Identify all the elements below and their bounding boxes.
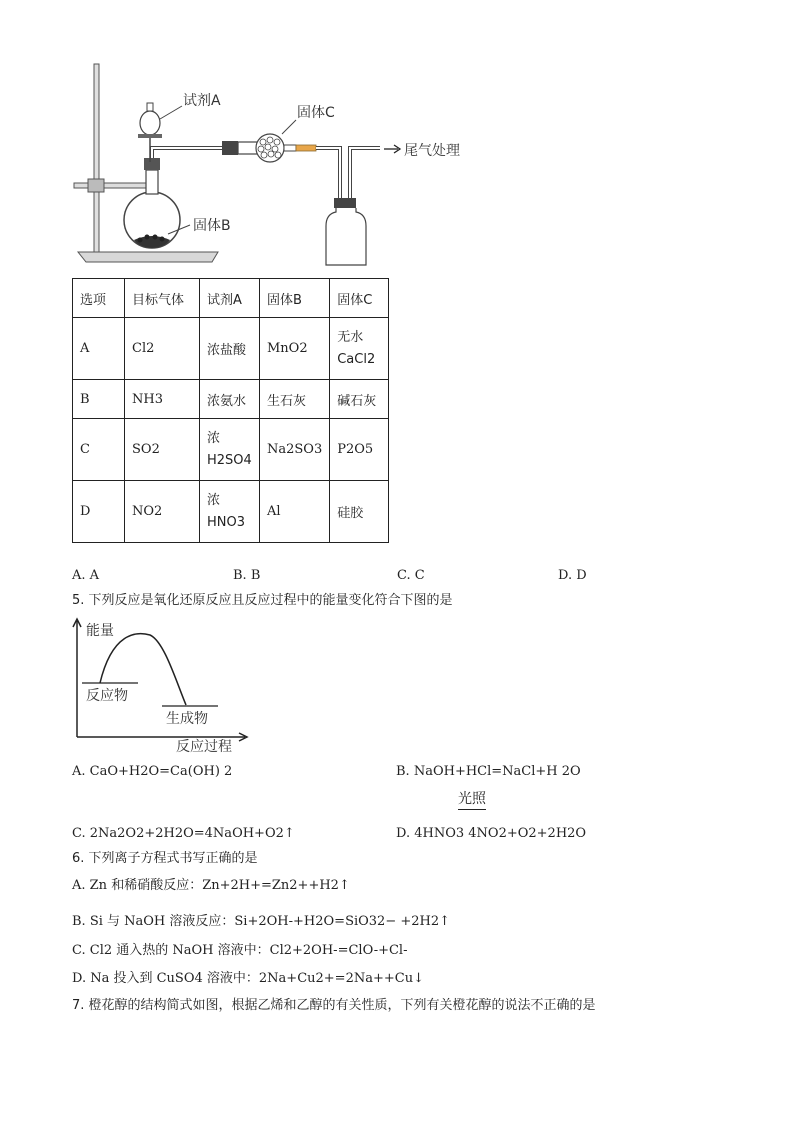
header-cell: 固体B — [260, 279, 330, 318]
header-cell: 试剂A — [200, 279, 260, 318]
x-axis-label: 反应过程 — [176, 739, 232, 755]
table-cell: C — [73, 419, 125, 481]
q5-option-c: C. 2Na2O2+2H2O=4NaOH+O2↑ — [72, 826, 295, 841]
q6-stem: 6. 下列离子方程式书写正确的是 — [72, 851, 258, 866]
header-cell: 选项 — [73, 279, 125, 318]
table-cell: SO2 — [125, 419, 200, 481]
table-cell: P2O5 — [330, 419, 389, 481]
apparatus-diagram — [0, 0, 794, 278]
q5-stem: 5. 下列反应是氧化还原反应且反应过程中的能量变化符合下图的是 — [72, 593, 453, 608]
table-cell: Na2SO3 — [260, 419, 330, 481]
table-cell: NO2 — [125, 481, 200, 543]
table-cell: 无水 CaCl2 — [330, 318, 389, 380]
q6-option-a: A. Zn 和稀硝酸反应：Zn+2H+=Zn2++H2↑ — [72, 878, 350, 893]
table-cell: D — [73, 481, 125, 543]
q5-option-b: B. NaOH+HCl=NaCl+H 2O — [396, 764, 581, 779]
label-solid-b: 固体B — [193, 218, 231, 234]
table-cell: MnO2 — [260, 318, 330, 380]
label-tail-gas: 尾气处理 — [404, 143, 460, 159]
table-cell: NH3 — [125, 380, 200, 419]
table-cell: Al — [260, 481, 330, 543]
label-solid-c: 固体C — [297, 105, 335, 121]
table-row — [73, 481, 389, 543]
q7-stem: 7. 橙花醇的结构简式如图，根据乙烯和乙醇的有关性质，下列有关橙花醇的说法不正确的是 — [72, 998, 596, 1013]
q4-option-d: D. D — [558, 568, 587, 583]
header-cell: 目标气体 — [125, 279, 200, 318]
q6-option-c: C. Cl2 通入热的 NaOH 溶液中：Cl2+2OH-=ClO-+Cl- — [72, 943, 408, 958]
label-reagent-a: 试剂A — [183, 93, 221, 109]
q6-option-d: D. Na 投入到 CuSO4 溶液中：2Na+Cu2+=2Na++Cu↓ — [72, 971, 424, 986]
header-cell: 固体C — [330, 279, 389, 318]
table-cell: 浓 HNO3 — [200, 481, 260, 543]
q5-option-a: A. CaO+H2O=Ca(OH) 2 — [72, 764, 233, 779]
table-cell: 浓氨水 — [200, 380, 260, 419]
table-cell: A — [73, 318, 125, 380]
table-cell: 硅胶 — [330, 481, 389, 543]
table-header-row — [73, 279, 389, 318]
table-row — [73, 419, 389, 481]
q4-option-a: A. A — [72, 568, 100, 583]
table-cell: 浓盐酸 — [200, 318, 260, 380]
q4-option-b: B. B — [233, 568, 261, 583]
table-cell: 碱石灰 — [330, 380, 389, 419]
q6-option-b: B. Si 与 NaOH 溶液反应：Si+2OH-+H2O=SiO32− +2H2↑ — [72, 914, 451, 929]
table-cell: B — [73, 380, 125, 419]
q4-option-c: C. C — [397, 568, 425, 583]
table-row — [73, 318, 389, 380]
reagent-table — [72, 278, 389, 543]
table-row — [73, 380, 389, 419]
y-axis-label: 能量 — [86, 623, 114, 639]
products-label: 生成物 — [166, 711, 208, 727]
reactants-label: 反应物 — [86, 688, 128, 704]
table-cell: Cl2 — [125, 318, 200, 380]
energy-diagram — [60, 615, 260, 755]
table-cell: 浓 H2SO4 — [200, 419, 260, 481]
q5-option-d-condition: 光照 — [458, 791, 486, 810]
q5-option-d: D. 4HNO3 4NO2+O2+2H2O — [396, 826, 587, 841]
table-cell: 生石灰 — [260, 380, 330, 419]
